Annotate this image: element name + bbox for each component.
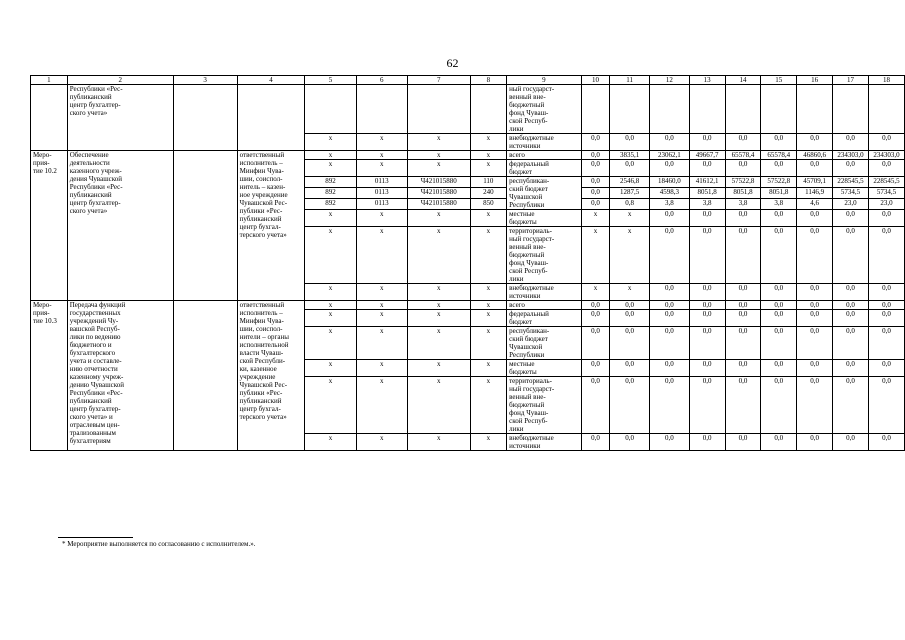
value-cell: 0,0 [868, 134, 904, 151]
code-cell: x [356, 327, 407, 360]
code-cell: x [470, 151, 507, 160]
code-cell: x [305, 227, 356, 284]
source-cell: местные бюджеты [507, 210, 582, 227]
value-cell: 0,0 [581, 134, 610, 151]
value-cell: 0,0 [761, 310, 797, 327]
value-cell: 57522,8 [725, 177, 761, 188]
value-cell: 8051,8 [725, 188, 761, 199]
code-cell: x [305, 160, 356, 177]
value-cell: 0,0 [725, 434, 761, 451]
value-cell: 0,0 [689, 301, 725, 310]
value-cell: 0,0 [581, 360, 610, 377]
event-number-cell: Меро- прия- тие 10.3 [31, 301, 68, 451]
value-cell: 0,0 [689, 227, 725, 284]
value-cell: 0,0 [689, 284, 725, 301]
table-row [31, 85, 905, 134]
value-cell: 0,0 [610, 327, 650, 360]
value-cell [868, 85, 904, 134]
value-cell: 0,0 [689, 327, 725, 360]
code-cell: 240 [470, 188, 507, 199]
code-cell: x [305, 284, 356, 301]
value-cell: 5734,5 [833, 188, 869, 199]
value-cell: 0,0 [610, 360, 650, 377]
value-cell: 3835,1 [610, 151, 650, 160]
value-cell: 3,8 [725, 199, 761, 210]
header-cell: 5 [305, 76, 356, 85]
code-cell: 892 [305, 199, 356, 210]
value-cell: 0,0 [797, 301, 833, 310]
value-cell [649, 85, 689, 134]
goal-cell [173, 85, 237, 151]
source-cell: федеральный бюджет [507, 310, 582, 327]
code-cell: x [305, 301, 356, 310]
value-cell: 0,0 [725, 284, 761, 301]
event-cell [31, 85, 68, 151]
value-cell: 0,0 [797, 377, 833, 434]
value-cell: 1287,5 [610, 188, 650, 199]
value-cell: 0,0 [610, 310, 650, 327]
code-cell: x [407, 327, 470, 360]
code-cell: x [470, 327, 507, 360]
value-cell: 0,0 [797, 160, 833, 177]
value-cell: 65578,4 [725, 151, 761, 160]
value-cell: 0,0 [649, 327, 689, 360]
source-cell: республикан- ский бюджет Чувашской Республики [507, 177, 582, 210]
value-cell: 2546,8 [610, 177, 650, 188]
code-cell: x [407, 377, 470, 434]
value-cell: 0,0 [581, 177, 610, 188]
value-cell: 0,0 [649, 377, 689, 434]
value-cell: 0,0 [833, 327, 869, 360]
value-cell: 0,0 [868, 310, 904, 327]
value-cell [610, 85, 650, 134]
value-cell: 0,0 [868, 227, 904, 284]
footnote: * Мероприятие выполняется по согласованию с исполнителем.». [62, 540, 256, 548]
value-cell: 0,0 [868, 160, 904, 177]
code-cell: 110 [470, 177, 507, 188]
value-cell: x [610, 284, 650, 301]
value-cell: 0,0 [610, 377, 650, 434]
code-cell: Ч421015880 [407, 199, 470, 210]
code-cell: x [470, 160, 507, 177]
value-cell: 0,0 [868, 327, 904, 360]
value-cell: 41612,1 [689, 177, 725, 188]
value-cell: 0,0 [797, 134, 833, 151]
code-cell: 850 [470, 199, 507, 210]
value-cell: 0,0 [797, 360, 833, 377]
source-cell: федеральный бюджет [507, 160, 582, 177]
value-cell: 0,0 [610, 434, 650, 451]
value-cell [797, 85, 833, 134]
event-name-cell: Республики «Рес- публиканский центр бухгалтер- ского учета» [67, 85, 173, 151]
value-cell: 8051,8 [761, 188, 797, 199]
event-name-cell: Передача функций государственных учреждений Чу- вашской Респуб- лики по ведению бюджетного и бухгалтерского учета и составле- нию отчетности казенному учреж- дению Чувашской Республики «Рес- публиканский центр бухгалтер- ского учета» и отраслевым цен- трализованным бухгалтериям [67, 301, 173, 451]
value-cell: 0,0 [689, 377, 725, 434]
value-cell: 0,0 [649, 301, 689, 310]
header-cell: 10 [581, 76, 610, 85]
code-cell: x [470, 434, 507, 451]
value-cell: 0,0 [581, 377, 610, 434]
value-cell: 0,0 [581, 160, 610, 177]
executor-cell: ответственный исполнитель – Минфин Чува- шии, соиспол- нитель – казен- ное учреждение Чувашской Рес- публики «Рес- публиканский центр бухгал- терского учета» [237, 151, 305, 301]
value-cell: 234303,0 [868, 151, 904, 160]
value-cell: 23,0 [868, 199, 904, 210]
source-cell: внебюджетные источники [507, 434, 582, 451]
header-cell: 12 [649, 76, 689, 85]
code-cell: x [407, 301, 470, 310]
value-cell: 18460,0 [649, 177, 689, 188]
code-cell: x [356, 377, 407, 434]
code-cell: 892 [305, 188, 356, 199]
header-cell: 1 [31, 76, 68, 85]
value-cell: 3,8 [649, 199, 689, 210]
header-cell: 18 [868, 76, 904, 85]
value-cell: 0,0 [868, 301, 904, 310]
value-cell: 0,0 [649, 310, 689, 327]
value-cell: 0,0 [649, 360, 689, 377]
code-cell: x [407, 151, 470, 160]
header-cell: 15 [761, 76, 797, 85]
value-cell: 0,0 [833, 210, 869, 227]
value-cell: 0,0 [725, 327, 761, 360]
value-cell: 0,0 [581, 151, 610, 160]
value-cell: 0,0 [581, 310, 610, 327]
code-cell [407, 85, 470, 134]
header-cell: 3 [173, 76, 237, 85]
event-number-cell: Меро- прия- тие 10.2 [31, 151, 68, 301]
value-cell: 228545,5 [868, 177, 904, 188]
header-cell: 16 [797, 76, 833, 85]
code-cell: x [356, 360, 407, 377]
value-cell: 0,0 [833, 434, 869, 451]
value-cell: 0,0 [868, 434, 904, 451]
value-cell: 0,0 [610, 160, 650, 177]
header-cell: 13 [689, 76, 725, 85]
value-cell: 0,0 [581, 301, 610, 310]
value-cell: 0,0 [797, 327, 833, 360]
value-cell: 0,0 [761, 360, 797, 377]
code-cell: x [305, 434, 356, 451]
value-cell: 0,0 [649, 160, 689, 177]
header-cell: 9 [507, 76, 582, 85]
value-cell: 234303,0 [833, 151, 869, 160]
value-cell: 0,0 [649, 434, 689, 451]
value-cell: 0,0 [833, 310, 869, 327]
value-cell: 0,0 [689, 360, 725, 377]
value-cell: 23,0 [833, 199, 869, 210]
code-cell: x [356, 301, 407, 310]
value-cell: 0,0 [761, 210, 797, 227]
code-cell: 0113 [356, 188, 407, 199]
value-cell: 0,0 [868, 284, 904, 301]
code-cell: x [305, 134, 356, 151]
value-cell: 49667,7 [689, 151, 725, 160]
header-cell: 8 [470, 76, 507, 85]
value-cell: 0,0 [725, 360, 761, 377]
table-row [31, 151, 905, 160]
value-cell: 3,8 [761, 199, 797, 210]
value-cell: 0,0 [649, 284, 689, 301]
code-cell: x [470, 210, 507, 227]
code-cell: x [305, 151, 356, 160]
value-cell: 0,0 [833, 134, 869, 151]
code-cell: x [305, 377, 356, 434]
code-cell: Ч421015880 [407, 177, 470, 188]
code-cell: x [305, 327, 356, 360]
header-cell: 6 [356, 76, 407, 85]
value-cell: x [581, 210, 610, 227]
code-cell: x [407, 134, 470, 151]
value-cell: 0,0 [689, 434, 725, 451]
code-cell: x [407, 310, 470, 327]
table-row [31, 301, 905, 310]
value-cell: 0,0 [833, 301, 869, 310]
value-cell: 0,0 [610, 301, 650, 310]
code-cell: x [470, 377, 507, 434]
code-cell: x [356, 434, 407, 451]
code-cell [470, 85, 507, 134]
value-cell: 8051,8 [689, 188, 725, 199]
header-cell: 14 [725, 76, 761, 85]
value-cell: 0,0 [761, 284, 797, 301]
value-cell: 0,0 [868, 210, 904, 227]
value-cell: 0,0 [725, 210, 761, 227]
value-cell: 0,0 [833, 160, 869, 177]
code-cell: x [470, 227, 507, 284]
code-cell: x [407, 160, 470, 177]
value-cell: 0,0 [649, 134, 689, 151]
value-cell: 0,0 [725, 160, 761, 177]
value-cell: 0,0 [689, 134, 725, 151]
executor-cell: ответственный исполнитель – Минфин Чува- шии, соиспол- нители – органы исполнительной власти Чуваш- ской Республи- ки, казенное учреждение Чувашской Рес- публики «Рес- публиканский центр бухгал- терского учета» [237, 301, 305, 451]
value-cell [833, 85, 869, 134]
value-cell: 0,0 [581, 188, 610, 199]
code-cell: 0113 [356, 177, 407, 188]
value-cell: 0,0 [761, 227, 797, 284]
source-cell: всего [507, 301, 582, 310]
value-cell: 0,0 [797, 227, 833, 284]
value-cell: 0,0 [761, 160, 797, 177]
value-cell: 0,0 [761, 434, 797, 451]
code-cell: x [356, 134, 407, 151]
code-cell: x [470, 310, 507, 327]
value-cell: 0,0 [725, 134, 761, 151]
value-cell: 0,0 [833, 227, 869, 284]
code-cell: x [356, 284, 407, 301]
value-cell [725, 85, 761, 134]
goal-cell [173, 301, 237, 451]
value-cell: 23062,1 [649, 151, 689, 160]
value-cell: 0,0 [761, 301, 797, 310]
source-cell: внебюджетные источники [507, 284, 582, 301]
code-cell: 0113 [356, 199, 407, 210]
value-cell: 0,0 [797, 210, 833, 227]
source-cell: территориаль- ный государст- венный вне- бюджетный фонд Чуваш- ской Респуб- лики [507, 227, 582, 284]
code-cell: x [305, 210, 356, 227]
value-cell: 1146,9 [797, 188, 833, 199]
value-cell: 0,0 [689, 310, 725, 327]
source-cell: территориаль- ный государст- венный вне- бюджетный фонд Чуваш- ской Респуб- лики [507, 377, 582, 434]
value-cell: 0,0 [833, 284, 869, 301]
value-cell: 0,0 [649, 227, 689, 284]
value-cell [761, 85, 797, 134]
source-cell: местные бюджеты [507, 360, 582, 377]
executor-cell [237, 85, 305, 151]
value-cell [689, 85, 725, 134]
code-cell: x [356, 151, 407, 160]
value-cell: 0,0 [581, 434, 610, 451]
budget-table [30, 75, 905, 451]
value-cell: 3,8 [689, 199, 725, 210]
code-cell: x [470, 284, 507, 301]
code-cell: x [407, 284, 470, 301]
value-cell: 0,0 [610, 134, 650, 151]
code-cell: x [470, 360, 507, 377]
header-cell: 11 [610, 76, 650, 85]
code-cell: x [356, 227, 407, 284]
value-cell: 5734,5 [868, 188, 904, 199]
goal-cell [173, 151, 237, 301]
source-cell: ный государст- венный вне- бюджетный фонд Чуваш- ской Респуб- лики [507, 85, 582, 134]
value-cell: 0,0 [761, 377, 797, 434]
code-cell: x [407, 227, 470, 284]
code-cell: x [470, 134, 507, 151]
code-cell: x [470, 301, 507, 310]
code-cell: x [407, 434, 470, 451]
code-cell: x [356, 210, 407, 227]
header-cell: 17 [833, 76, 869, 85]
value-cell: 0,0 [761, 134, 797, 151]
value-cell: x [610, 227, 650, 284]
header-cell: 4 [237, 76, 305, 85]
header-cell: 7 [407, 76, 470, 85]
value-cell: 0,0 [725, 310, 761, 327]
value-cell: 46860,6 [797, 151, 833, 160]
value-cell: 4,6 [797, 199, 833, 210]
value-cell [581, 85, 610, 134]
value-cell: 0,0 [725, 377, 761, 434]
value-cell: 0,8 [610, 199, 650, 210]
code-cell: x [356, 310, 407, 327]
code-cell: x [407, 360, 470, 377]
code-cell: x [305, 310, 356, 327]
value-cell: 0,0 [725, 227, 761, 284]
value-cell: 0,0 [868, 360, 904, 377]
footnote-divider [58, 537, 133, 538]
value-cell: 0,0 [581, 327, 610, 360]
header-cell: 2 [67, 76, 173, 85]
value-cell: 0,0 [797, 310, 833, 327]
event-name-cell: Обеспечение деятельности казенного учреж- дения Чувашской Республики «Рес- публиканский центр бухгалтер- ского учета» [67, 151, 173, 301]
value-cell: x [581, 284, 610, 301]
code-cell: Ч421015880 [407, 188, 470, 199]
value-cell: x [610, 210, 650, 227]
value-cell: 0,0 [725, 301, 761, 310]
value-cell: x [581, 227, 610, 284]
code-cell: x [356, 160, 407, 177]
source-cell: всего [507, 151, 582, 160]
code-cell [356, 85, 407, 134]
code-cell [305, 85, 356, 134]
page-number: 62 [446, 56, 459, 70]
value-cell: 0,0 [833, 360, 869, 377]
code-cell: 892 [305, 177, 356, 188]
value-cell: 228545,5 [833, 177, 869, 188]
value-cell: 57522,8 [761, 177, 797, 188]
value-cell: 0,0 [868, 377, 904, 434]
source-cell: республикан- ский бюджет Чувашской Республики [507, 327, 582, 360]
value-cell: 0,0 [689, 210, 725, 227]
value-cell: 0,0 [833, 377, 869, 434]
value-cell: 45709,1 [797, 177, 833, 188]
value-cell: 4598,3 [649, 188, 689, 199]
value-cell: 0,0 [649, 210, 689, 227]
header-row [31, 76, 905, 85]
code-cell: x [305, 360, 356, 377]
code-cell: x [407, 210, 470, 227]
value-cell: 0,0 [797, 284, 833, 301]
value-cell: 0,0 [581, 199, 610, 210]
value-cell: 0,0 [689, 160, 725, 177]
value-cell: 0,0 [797, 434, 833, 451]
source-cell: внебюджетные источники [507, 134, 582, 151]
value-cell: 0,0 [761, 327, 797, 360]
value-cell: 65578,4 [761, 151, 797, 160]
